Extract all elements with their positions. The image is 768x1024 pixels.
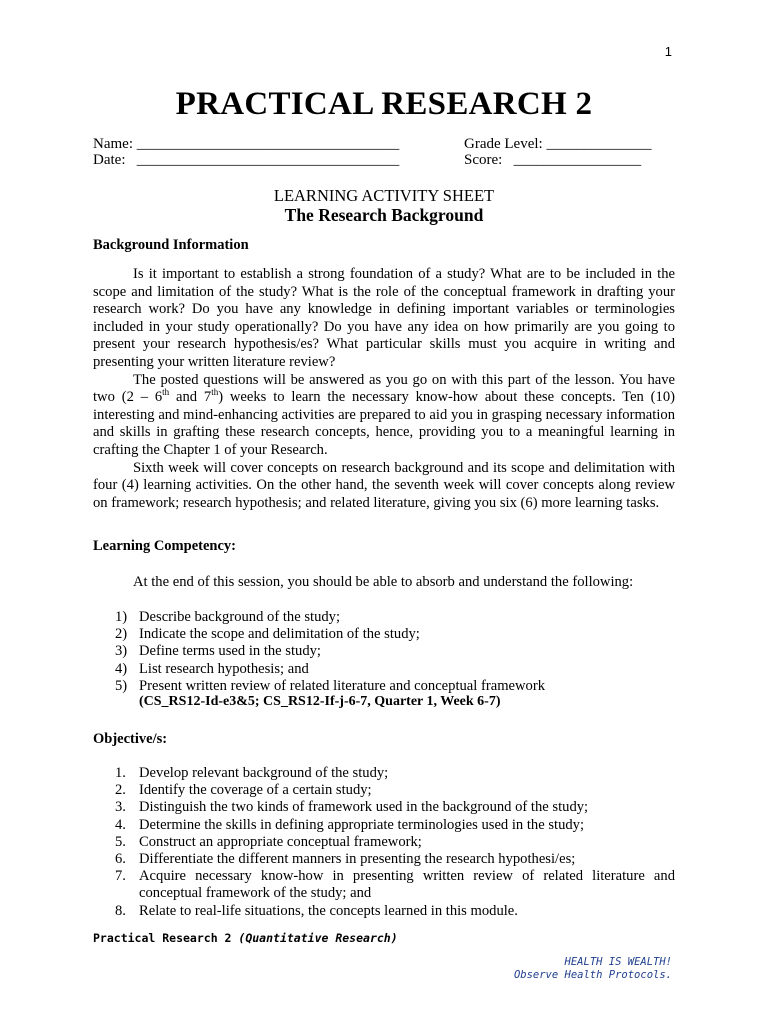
list-item-number: 4. [115,816,126,833]
list-item [93,782,675,799]
list-item [93,643,675,660]
objectives-heading: Objective/s: [93,731,168,747]
list-item-number: 5) [115,677,128,694]
list-item [93,626,675,643]
list-item-text: Describe background of the study; [139,609,341,625]
list-item [93,609,675,626]
health-protocols: Observe Health Protocols. [513,969,672,981]
competency-code: (CS_RS12-Id-e3&5; CS_RS12-If-j-6-7, Quarter 1, Week 6-7) [139,694,501,709]
score-field[interactable]: Score: _________________ [464,152,642,168]
background-paragraph-1: Is it important to establish a strong foundation of a study? What are to be included in the scope and limitation of the study? What is the role of the conceptual framework in drafting your research work? Do you have any knowledge in defining important variables or terminologies included in your study operationally? Do you have any idea on how primarily are you going to present your research hypothesis/es? What particular skills must you acquire in writing and presenting your written literature review? [93,266,675,370]
competency-intro: At the end of this session, you should be able to absorb and understand the following: [133,574,634,590]
list-item-text: Distinguish the two kinds of framework used in the background of the study; [139,799,589,816]
list-item [93,903,675,920]
background-body [93,266,675,512]
list-item-number: 3) [115,643,128,660]
list-item-number: 6. [115,851,126,868]
list-item-number: 1. [115,765,126,781]
background-paragraph-2: The posted questions will be answered as you go on with this part of the lesson. You have two (2 – 6th and 7th) weeks to learn the necessary know-how about these concepts. Ten (10) interesting and mind-enhancing activities are prepared to aid you in grasping necessary information and skills in grafting these research concepts, hence, providing you to a meaningful learning in crafting the Chapter 1 of your Research. [93,371,675,458]
sheet-type: LEARNING ACTIVITY SHEET [273,186,495,205]
background-paragraph-3: Sixth week will cover concepts on research background and its scope and delimitation with four (4) learning activities. On the other hand, the seventh week will cover concepts along review on framework; research hypothesis; and related literature, giving you six (6) more learning tasks. [93,459,675,511]
list-item-number: 2. [115,782,126,799]
list-item-text: Present written review of related literature and conceptual framework [139,677,546,694]
list-item-number: 7. [115,868,126,885]
list-item-text: Identify the coverage of a certain study; [139,782,372,799]
list-item [93,851,675,868]
sheet-title: The Research Background [284,205,484,225]
date-field[interactable]: Date: ___________________________________ [93,152,400,168]
list-item-number: 5. [115,833,126,850]
background-heading: Background Information [93,237,249,253]
list-item-text: Differentiate the different manners in presenting the research hypothesi/es; [139,851,576,868]
list-item-text: Determine the skills in defining appropriate terminologies used in the study; [139,816,585,833]
list-item-text: List research hypothesis; and [139,660,309,677]
list-item-number: 3. [115,799,126,816]
list-item-number: 1) [115,609,128,625]
list-item [93,799,675,816]
health-slogan: HEALTH IS WEALTH! [564,956,672,968]
page-number: 1 [664,44,672,59]
name-field[interactable]: Name: ___________________________________ [93,136,400,152]
footer-course: Practical Research 2 (Quantitative Research) [93,931,398,945]
grade-level-field[interactable]: Grade Level: ______________ [464,136,652,152]
list-item [93,678,675,695]
list-item [93,868,675,902]
list-item-number: 2) [115,626,128,643]
competency-list [93,609,675,695]
list-item-text: Construct an appropriate conceptual framework; [139,833,422,850]
competency-heading: Learning Competency: [93,538,236,554]
document-title: PRACTICAL RESEARCH 2 [175,86,593,122]
objectives-list [93,765,675,920]
list-item-text: Define terms used in the study; [139,643,321,660]
footer-health-reminder [514,956,672,982]
list-item-number: 4) [115,660,128,677]
list-item-text: Develop relevant background of the study; [139,765,389,781]
list-item [93,817,675,834]
list-item [93,834,675,851]
list-item-number: 8. [115,902,126,919]
list-item-text: Indicate the scope and delimitation of the study; [139,626,420,643]
list-item [93,765,675,782]
list-item [93,661,675,678]
list-item-text: Relate to real-life situations, the concepts learned in this module. [139,902,518,919]
list-item-text: Acquire necessary know-how in presenting written review of related literature and conceptual framework of the study; and [139,868,675,902]
